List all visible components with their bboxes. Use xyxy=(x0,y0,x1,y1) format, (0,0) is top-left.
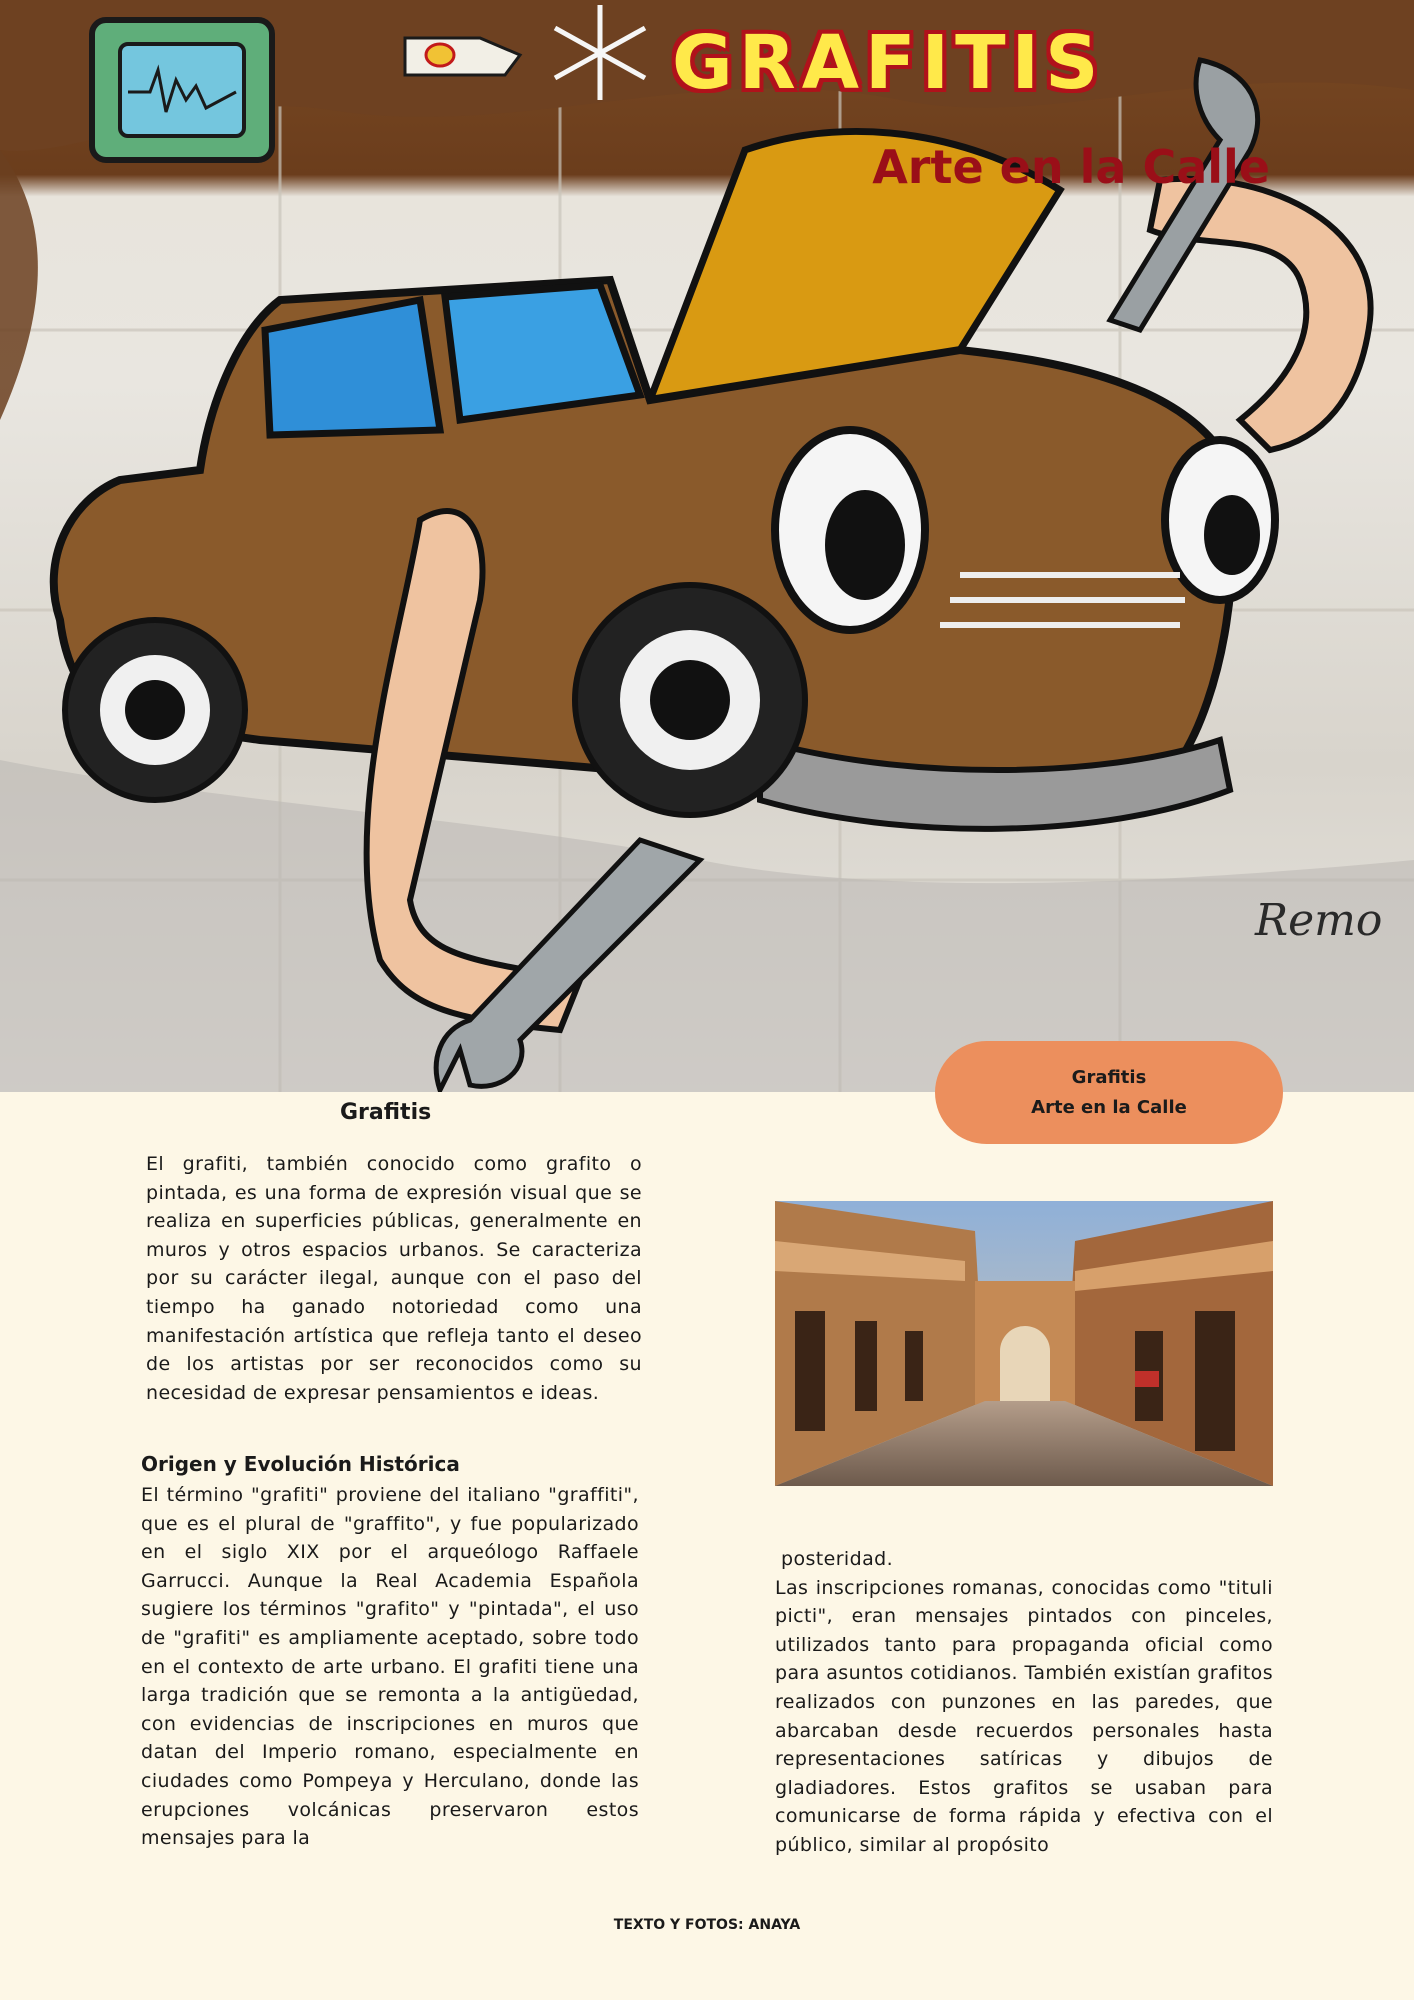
badge-line-2: Arte en la Calle xyxy=(1031,1097,1187,1118)
continuation-text: Las inscripciones romanas, conocidas como "tituli picti", eran mensajes pintados con pinceles, utilizados tanto para propaganda oficial como para asuntos cotidianos. También existían grafitos realizados con punzones en las paredes, que abarcaban desde recuerdos personales hasta representaciones satíricas y dibujos de gladiadores. Estos grafitos se usaban para comunicarse de forma rápida y efectiva con el público, similar al propósito xyxy=(775,1576,1273,1856)
continuation-lead: posteridad. xyxy=(781,1548,894,1570)
page-title: GRAFITIS xyxy=(672,20,1105,106)
photo-credit: TEXTO Y FOTOS: ANAYA xyxy=(613,1917,801,1933)
history-paragraph: El término "grafiti" proviene del italiano "graffiti", que es el plural de "graffito", y fue popularizado en el siglo XIX por el arqueólogo Raffaele Garrucci. Aunque la Real Academia Española sugiere los términos "grafito" y "pintada", el uso de "grafiti" es ampliamente aceptado, sobre todo en el contexto de arte urbano. El grafiti tiene una larga tradición que se remonta a la antigüedad, con evidencias de inscripciones en muros que datan del Imperio romano, especialmente en ciudades como Pompeya y Herculano, donde las erupciones volcánicas preservaron estos mensajes para la xyxy=(141,1484,639,1850)
title-badge xyxy=(935,1041,1283,1144)
artist-signature: Remo xyxy=(1255,895,1383,946)
intro-paragraph: El grafiti, también conocido como grafito o pintada, es una forma de expresión visual que se realiza en superficies públicas, generalmente en muros y otros espacios urbanos. Se caracteriza por su carácter ilegal, aunque con el paso del tiempo ha ganado notoriedad como una manifestación artística que refleja tanto el deseo de los artistas por ser reconocidos como su necesidad de expresar pensamientos e ideas. xyxy=(146,1153,642,1404)
page-subtitle: Arte en la Calle xyxy=(872,140,1270,194)
history-continuation xyxy=(775,1545,1273,1860)
history-heading: Origen y Evolución Histórica xyxy=(141,1452,460,1476)
badge-line-1: Grafitis xyxy=(1071,1067,1147,1088)
street-photo xyxy=(775,1201,1273,1486)
intro-heading: Grafitis xyxy=(340,1100,432,1125)
